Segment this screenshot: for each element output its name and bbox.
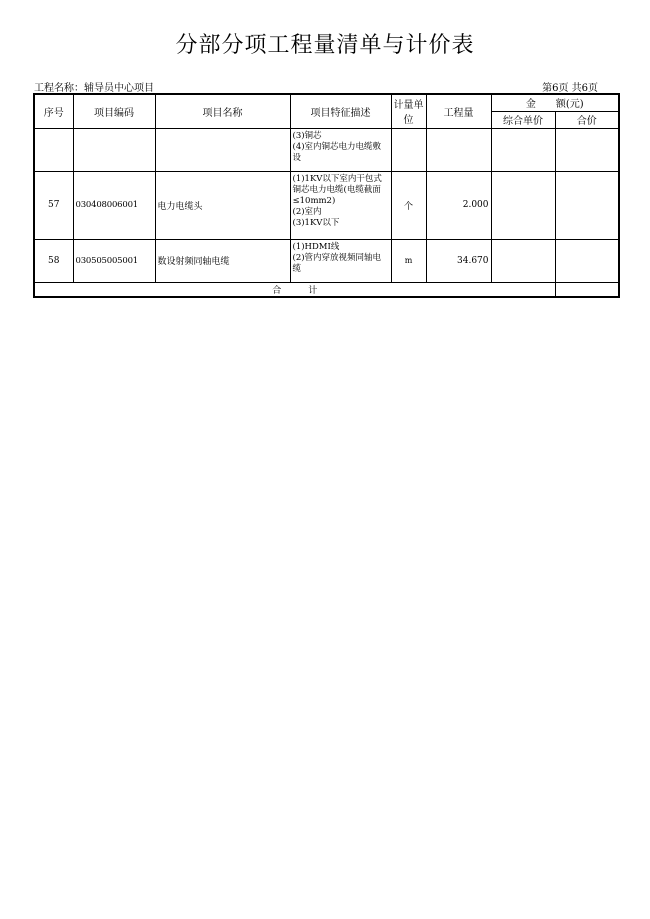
cell-unit: [391, 128, 426, 171]
table-row: [34, 239, 619, 282]
header-quantity: 工程量: [426, 94, 491, 128]
total-label: 合 计: [34, 282, 555, 297]
cell-code: 030408006001: [73, 171, 155, 239]
cell-total-price: [555, 171, 619, 239]
page-indicator: 第6页 共6页: [542, 83, 598, 94]
cell-seq: [34, 128, 73, 171]
cell-unit-price: [491, 239, 555, 282]
cell-code: [73, 128, 155, 171]
bill-table: [33, 93, 620, 298]
cell-total-price: [555, 128, 619, 171]
cell-feature: (3)铜芯 (4)室内铜芯电力电缆敷设: [290, 128, 391, 171]
header-amount: 金 额(元): [491, 94, 619, 111]
cell-quantity: 34.670: [426, 239, 491, 282]
header-row: [34, 94, 619, 111]
cell-name: 电力电缆头: [155, 171, 290, 239]
header-code: 项目编码: [73, 94, 155, 128]
cell-feature: (1)HDMI线 (2)管内穿放视频同轴电缆: [290, 239, 391, 282]
header-total-price: 合价: [555, 111, 619, 128]
project-name: 工程名称：辅导员中心项目: [34, 83, 154, 94]
cell-seq: 58: [34, 239, 73, 282]
table-row: [34, 171, 619, 239]
header-unit: 计量单位: [391, 94, 426, 128]
page-title: 分部分项工程量清单与计价表: [175, 33, 475, 58]
header-name: 项目名称: [155, 94, 290, 128]
cell-unit: m: [391, 239, 426, 282]
cell-unit-price: [491, 128, 555, 171]
table-row: [34, 128, 619, 171]
header-feature: 项目特征描述: [290, 94, 391, 128]
header-unit-price: 综合单价: [491, 111, 555, 128]
cell-seq: 57: [34, 171, 73, 239]
header-seq: 序号: [34, 94, 73, 128]
cell-name: [155, 128, 290, 171]
cell-total-price: [555, 239, 619, 282]
total-row: [34, 282, 619, 297]
cell-code: 030505005001: [73, 239, 155, 282]
cell-unit-price: [491, 171, 555, 239]
cell-unit: 个: [391, 171, 426, 239]
cell-feature: (1)1KV以下室内干包式铜芯电力电缆(电缆截面≤10mm2) (2)室内 (3)1KV以下: [290, 171, 391, 239]
cell-quantity: [426, 128, 491, 171]
cell-quantity: 2.000: [426, 171, 491, 239]
total-value: [555, 282, 619, 297]
cell-name: 数设射频同轴电缆: [155, 239, 290, 282]
